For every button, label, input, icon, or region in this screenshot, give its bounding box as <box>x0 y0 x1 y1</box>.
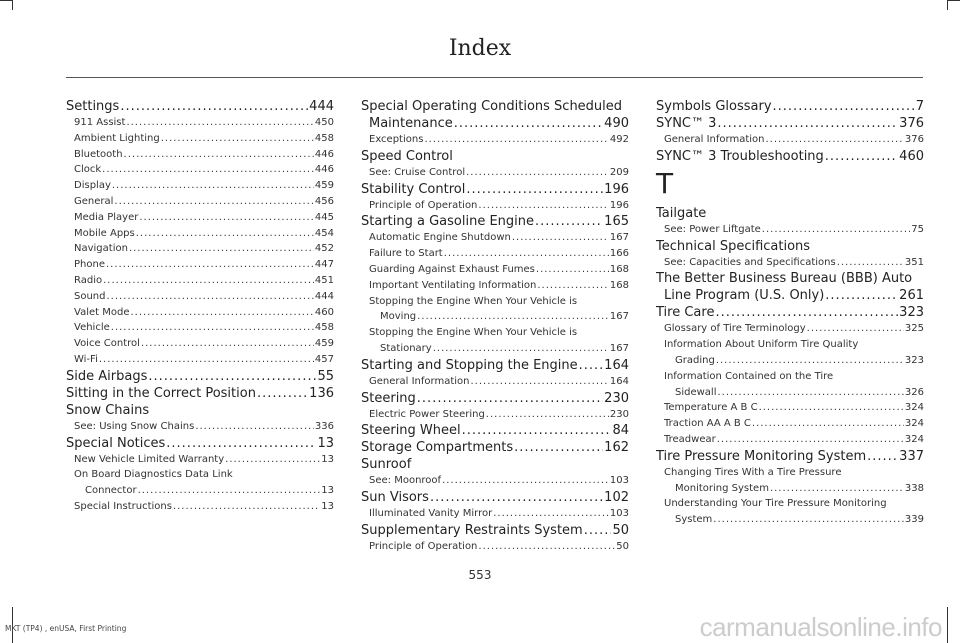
index-subentry <box>361 165 629 181</box>
index-entry <box>361 522 629 539</box>
dot-leader <box>773 98 915 115</box>
page-reference: 13 <box>317 435 334 451</box>
page-reference: 13 <box>321 453 334 465</box>
entry-label: Valet Mode <box>74 306 130 318</box>
dot-leader <box>514 439 603 456</box>
section-letter: T <box>656 166 674 200</box>
entry-label: Side Airbags <box>66 368 148 384</box>
dot-leader <box>139 210 314 226</box>
dot-leader <box>715 304 898 321</box>
page-reference: 460 <box>899 148 924 164</box>
page-reference: 447 <box>314 259 334 271</box>
entry-label: Clock <box>74 164 102 176</box>
index-subentry <box>656 353 924 369</box>
index-subentry <box>361 230 629 246</box>
page-reference: 261 <box>899 288 924 304</box>
dot-leader <box>130 305 313 321</box>
entry-label: Vehicle <box>74 322 110 334</box>
index-subentry <box>656 222 924 238</box>
index-subentry <box>66 352 334 368</box>
dot-leader <box>762 222 910 238</box>
entry-label: Information Contained on the Tire <box>664 370 834 382</box>
crop-mark <box>12 0 13 10</box>
dot-leader <box>478 198 609 214</box>
dot-leader <box>512 230 609 246</box>
index-entry <box>361 489 629 506</box>
dot-leader <box>112 178 314 194</box>
page-reference: 13 <box>321 485 334 497</box>
index-subentry <box>66 289 334 305</box>
page-reference: 325 <box>904 323 924 335</box>
entry-label: See: Cruise Control <box>369 166 466 178</box>
index-subentry <box>361 325 629 341</box>
dot-leader <box>454 115 603 132</box>
dot-leader <box>442 473 609 489</box>
dot-leader <box>825 287 898 304</box>
index-subentry <box>66 419 334 435</box>
index-subentry <box>656 465 924 481</box>
index-entry <box>66 402 334 419</box>
page-reference: 459 <box>314 338 334 350</box>
entry-label: New Vehicle Limited Warranty <box>74 453 225 465</box>
entry-label: Ambient Lighting <box>74 132 160 144</box>
page-reference: 50 <box>616 540 629 552</box>
dot-leader <box>466 165 609 181</box>
index-subentry <box>66 305 334 321</box>
dot-leader <box>770 481 904 497</box>
index-subentry <box>656 132 924 148</box>
index-subentry <box>361 246 629 262</box>
entry-label: Maintenance <box>369 116 453 131</box>
page-reference: 167 <box>609 232 629 244</box>
dot-leader <box>433 341 609 357</box>
entry-label: Traction AA A B C <box>664 418 751 430</box>
index-subentry <box>66 147 334 163</box>
page-reference: 376 <box>899 116 924 131</box>
entry-label: Symbols Glossary <box>656 99 772 114</box>
page-reference: 444 <box>314 290 334 302</box>
entry-label: Stopping the Engine When Your Vehicle is <box>369 295 578 307</box>
entry-label: See: Power Liftgate <box>664 223 761 235</box>
index-entry <box>656 287 924 304</box>
entry-label: Steering Wheel <box>361 423 461 439</box>
page-reference: 376 <box>904 134 924 145</box>
entry-label: Starting a Gasoline Engine <box>361 214 535 230</box>
dot-leader <box>765 132 903 148</box>
dot-leader <box>148 368 316 385</box>
entry-label: Stopping the Engine When Your Vehicle is <box>369 327 578 339</box>
index-subentry <box>656 400 924 416</box>
dot-leader <box>141 336 314 352</box>
index-entry <box>361 456 629 473</box>
page-reference: 457 <box>314 353 334 365</box>
page-reference: 167 <box>609 311 629 323</box>
dot-leader <box>837 255 904 271</box>
dot-leader <box>579 357 604 374</box>
page-reference: 164 <box>604 357 629 373</box>
entry-label: SYNC™ 3 <box>656 116 717 131</box>
index-subentry <box>66 226 334 242</box>
entry-label: Mobile Apps <box>74 227 135 239</box>
page-reference: 167 <box>609 342 629 354</box>
entry-label: Radio <box>74 274 103 286</box>
dot-leader <box>103 273 314 289</box>
crop-mark <box>947 0 948 10</box>
page-reference: 84 <box>612 423 629 439</box>
index-subentry <box>656 432 924 448</box>
entry-label: Stability Control <box>361 181 466 197</box>
index-subentry <box>361 278 629 294</box>
index-subentry <box>66 115 334 131</box>
dot-leader <box>136 226 314 242</box>
index-subentry <box>361 341 629 357</box>
dot-leader <box>166 435 316 452</box>
entry-label: Temperature A B C <box>664 402 758 414</box>
dot-leader <box>195 419 314 435</box>
page-reference: 444 <box>309 99 334 114</box>
index-subentry <box>656 496 924 512</box>
entry-label: Special Notices <box>66 435 166 451</box>
index-entry <box>66 368 334 385</box>
dot-leader <box>257 385 308 402</box>
index-entry <box>656 270 924 287</box>
page-reference: 454 <box>314 227 334 239</box>
page-reference: 351 <box>904 256 924 268</box>
entry-label: General <box>74 195 114 207</box>
entry-label: 911 Assist <box>74 117 126 128</box>
page-reference: 324 <box>904 402 924 414</box>
entry-label: Changing Tires With a Tire Pressure <box>664 466 842 478</box>
entry-label: Tire Care <box>656 305 715 321</box>
index-entry <box>66 98 334 115</box>
page-reference: 166 <box>609 248 629 260</box>
page-reference: 230 <box>604 390 629 406</box>
entry-label: Starting and Stopping the Engine <box>361 357 578 373</box>
entry-label: Sound <box>74 290 106 302</box>
index-subentry <box>66 210 334 226</box>
index-subentry <box>66 241 334 257</box>
index-subentry <box>361 132 629 148</box>
index-subentry <box>66 336 334 352</box>
entry-label: Sunroof <box>361 457 412 473</box>
page-reference: 136 <box>309 385 334 401</box>
entry-label: Treadwear <box>664 433 716 445</box>
entry-label: See: Capacities and Specifications <box>664 256 836 268</box>
entry-label: Illuminated Vanity Mirror <box>369 508 493 520</box>
page-reference: 103 <box>609 475 629 487</box>
page-reference: 7 <box>915 99 924 114</box>
index-subentry <box>361 309 629 325</box>
index-entry <box>656 98 924 115</box>
entry-label: Failure to Start <box>369 248 443 260</box>
entry-label: Exceptions <box>369 134 424 145</box>
index-entry <box>361 98 629 115</box>
dot-leader <box>462 422 612 439</box>
dot-leader <box>470 374 608 390</box>
index-subentry <box>66 273 334 289</box>
entry-label: Stationary <box>380 342 432 354</box>
page-reference: 196 <box>604 181 629 197</box>
index-subentry <box>66 320 334 336</box>
page-reference: 492 <box>609 134 629 145</box>
dot-leader <box>173 499 320 515</box>
entry-label: Special Operating Conditions Scheduled <box>361 99 623 114</box>
index-column-1 <box>66 98 334 515</box>
entry-label: Important Ventilating Information <box>369 279 537 291</box>
entry-label: Principle of Operation <box>369 540 478 552</box>
dot-leader <box>107 289 314 305</box>
index-subentry <box>656 369 924 385</box>
entry-label: See: Using Snow Chains <box>74 420 195 432</box>
index-entry <box>361 390 629 407</box>
index-subentry <box>656 481 924 497</box>
index-subentry <box>361 374 629 390</box>
index-subentry <box>66 467 334 483</box>
dot-leader <box>713 512 904 528</box>
dot-leader <box>716 353 904 369</box>
page-reference: 13 <box>321 500 334 512</box>
page-reference: 196 <box>609 199 629 211</box>
entry-label: Tailgate <box>656 205 707 221</box>
entry-label: Connector <box>85 485 137 497</box>
index-subentry <box>66 499 334 515</box>
dot-leader <box>478 539 615 555</box>
page-reference: 209 <box>609 166 629 178</box>
page-reference: 336 <box>314 420 334 432</box>
index-entry <box>66 435 334 452</box>
index-subentry <box>656 512 924 528</box>
page-reference: 326 <box>904 386 924 398</box>
dot-leader <box>106 257 314 273</box>
page-reference: 456 <box>314 195 334 207</box>
entry-label: Electric Power Steering <box>369 408 485 420</box>
dot-leader <box>807 321 904 337</box>
watermark: carmanualsonline.info <box>699 612 942 642</box>
page-reference: 162 <box>604 440 629 456</box>
entry-label: Voice Control <box>74 338 140 350</box>
page-reference: 168 <box>609 263 629 275</box>
entry-label: General Information <box>369 375 470 387</box>
index-entry <box>361 115 629 132</box>
page-reference: 460 <box>314 306 334 318</box>
index-subentry <box>656 385 924 401</box>
entry-label: See: Moonroof <box>369 475 442 487</box>
page-reference: 445 <box>314 211 334 223</box>
crop-mark <box>947 607 948 643</box>
index-entry <box>656 115 924 132</box>
page-reference: 230 <box>609 408 629 420</box>
page-reference: 50 <box>612 522 629 538</box>
page-number: 553 <box>468 568 492 582</box>
page-reference: 164 <box>609 375 629 387</box>
dot-leader <box>225 452 320 468</box>
entry-label: Media Player <box>74 211 139 223</box>
dot-leader <box>535 213 603 230</box>
dot-leader <box>138 483 321 499</box>
dot-leader <box>126 115 313 131</box>
entry-label: Supplementary Restraints System <box>361 522 583 538</box>
page-reference: 168 <box>609 279 629 291</box>
index-entry <box>361 422 629 439</box>
page-reference: 324 <box>904 418 924 430</box>
entry-label: Technical Specifications <box>656 238 811 254</box>
entry-label: Storage Compartments <box>361 440 514 456</box>
entry-label: Speed Control <box>361 148 453 164</box>
dot-leader <box>867 448 898 465</box>
page-reference: 458 <box>314 322 334 334</box>
dot-leader <box>129 241 314 257</box>
entry-label: System <box>675 514 713 526</box>
page-reference: 446 <box>314 148 334 160</box>
dot-leader <box>417 309 609 325</box>
page-reference: 323 <box>904 354 924 366</box>
index-entry <box>361 148 629 165</box>
index-subentry <box>361 473 629 489</box>
entry-label: The Better Business Bureau (BBB) Auto <box>656 271 913 287</box>
index-subentry <box>361 198 629 214</box>
entry-label: Bluetooth <box>74 148 123 160</box>
index-subentry <box>66 257 334 273</box>
index-subentry <box>66 162 334 178</box>
dot-leader <box>161 131 314 147</box>
dot-leader <box>430 489 603 506</box>
index-subentry <box>66 178 334 194</box>
index-subentry <box>656 255 924 271</box>
entry-label: Sidewall <box>675 386 717 398</box>
index-entry <box>656 304 924 321</box>
dot-leader <box>114 194 313 210</box>
dot-leader <box>759 400 904 416</box>
entry-label: On Board Diagnostics Data Link <box>74 469 233 481</box>
dot-leader <box>466 181 603 198</box>
entry-label: Moving <box>380 311 417 323</box>
dot-leader <box>825 148 898 165</box>
page-reference: 324 <box>904 433 924 445</box>
page-reference: 323 <box>899 305 924 321</box>
dot-leader <box>124 147 314 163</box>
dot-leader <box>536 262 609 278</box>
entry-label: Tire Pressure Monitoring System <box>656 448 867 464</box>
index-subentry <box>66 483 334 499</box>
index-entry <box>361 357 629 374</box>
footer-text: MKT (TP4) , enUSA, First Printing <box>5 624 127 633</box>
index-subentry <box>361 539 629 555</box>
entry-label: Understanding Your Tire Pressure Monitoring <box>664 498 887 510</box>
index-subentry <box>656 321 924 337</box>
crop-mark <box>0 0 12 1</box>
entry-label: Grading <box>675 354 715 366</box>
dot-leader <box>718 385 904 401</box>
dot-leader <box>417 390 603 407</box>
entry-label: Information About Uniform Tire Quality <box>664 339 859 351</box>
entry-label: Steering <box>361 390 416 406</box>
entry-label: Settings <box>66 99 120 114</box>
index-subentry <box>361 294 629 310</box>
page-reference: 452 <box>314 243 334 255</box>
header-divider <box>66 77 923 78</box>
dot-leader <box>493 506 609 522</box>
page-reference: 338 <box>904 482 924 494</box>
index-subentry <box>656 337 924 353</box>
dot-leader <box>424 132 608 148</box>
index-entry <box>361 439 629 456</box>
entry-label: Wi-Fi <box>74 353 98 365</box>
index-subentry <box>656 416 924 432</box>
entry-label: Sitting in the Correct Position <box>66 385 256 401</box>
index-entry <box>361 213 629 230</box>
index-subentry <box>361 506 629 522</box>
entry-label: Line Program (U.S. Only) <box>664 288 825 304</box>
page-reference: 450 <box>314 117 334 128</box>
dot-leader <box>444 246 609 262</box>
index-subentry <box>361 407 629 423</box>
entry-label: Sun Visors <box>361 490 429 506</box>
entry-label: Glossary of Tire Terminology <box>664 323 806 335</box>
entry-label: General Information <box>664 134 765 145</box>
index-entry <box>656 148 924 165</box>
page-reference: 102 <box>604 490 629 506</box>
dot-leader <box>717 115 898 132</box>
page-reference: 446 <box>314 164 334 176</box>
index-entry <box>656 238 924 255</box>
dot-leader <box>120 98 308 115</box>
dot-leader <box>752 416 904 432</box>
dot-leader <box>584 522 612 539</box>
index-subentry <box>66 194 334 210</box>
entry-label: Principle of Operation <box>369 199 478 211</box>
index-column-2 <box>361 98 629 555</box>
page-reference: 55 <box>317 368 334 384</box>
crop-mark <box>948 0 960 1</box>
index-entry <box>656 448 924 465</box>
entry-label: Guarding Against Exhaust Fumes <box>369 263 535 275</box>
entry-label: Phone <box>74 259 105 271</box>
page-reference: 458 <box>314 132 334 144</box>
page-reference: 165 <box>604 214 629 230</box>
entry-label: Navigation <box>74 243 128 255</box>
index-subentry <box>66 452 334 468</box>
entry-label: Special Instructions <box>74 500 172 512</box>
index-entry <box>66 385 334 402</box>
page-reference: 75 <box>911 223 924 235</box>
index-subentry <box>66 131 334 147</box>
page-title: Index <box>448 36 512 61</box>
page-reference: 459 <box>314 180 334 192</box>
page-reference: 451 <box>314 274 334 286</box>
dot-leader <box>102 162 314 178</box>
index-entry <box>656 205 924 222</box>
entry-label: Automatic Engine Shutdown <box>369 232 511 244</box>
index-column-3 <box>656 98 924 528</box>
dot-leader <box>486 407 609 423</box>
dot-leader <box>537 278 609 294</box>
index-subentry <box>361 262 629 278</box>
entry-label: Display <box>74 180 111 192</box>
entry-label: SYNC™ 3 Troubleshooting <box>656 148 824 164</box>
entry-label: Snow Chains <box>66 402 150 418</box>
dot-leader <box>111 320 314 336</box>
page-reference: 490 <box>604 116 629 131</box>
dot-leader <box>717 432 904 448</box>
entry-label: Monitoring System <box>675 482 769 494</box>
page-reference: 339 <box>904 514 924 526</box>
page-reference: 103 <box>609 508 629 520</box>
index-entry <box>361 181 629 198</box>
dot-leader <box>99 352 314 368</box>
page-reference: 337 <box>899 448 924 464</box>
